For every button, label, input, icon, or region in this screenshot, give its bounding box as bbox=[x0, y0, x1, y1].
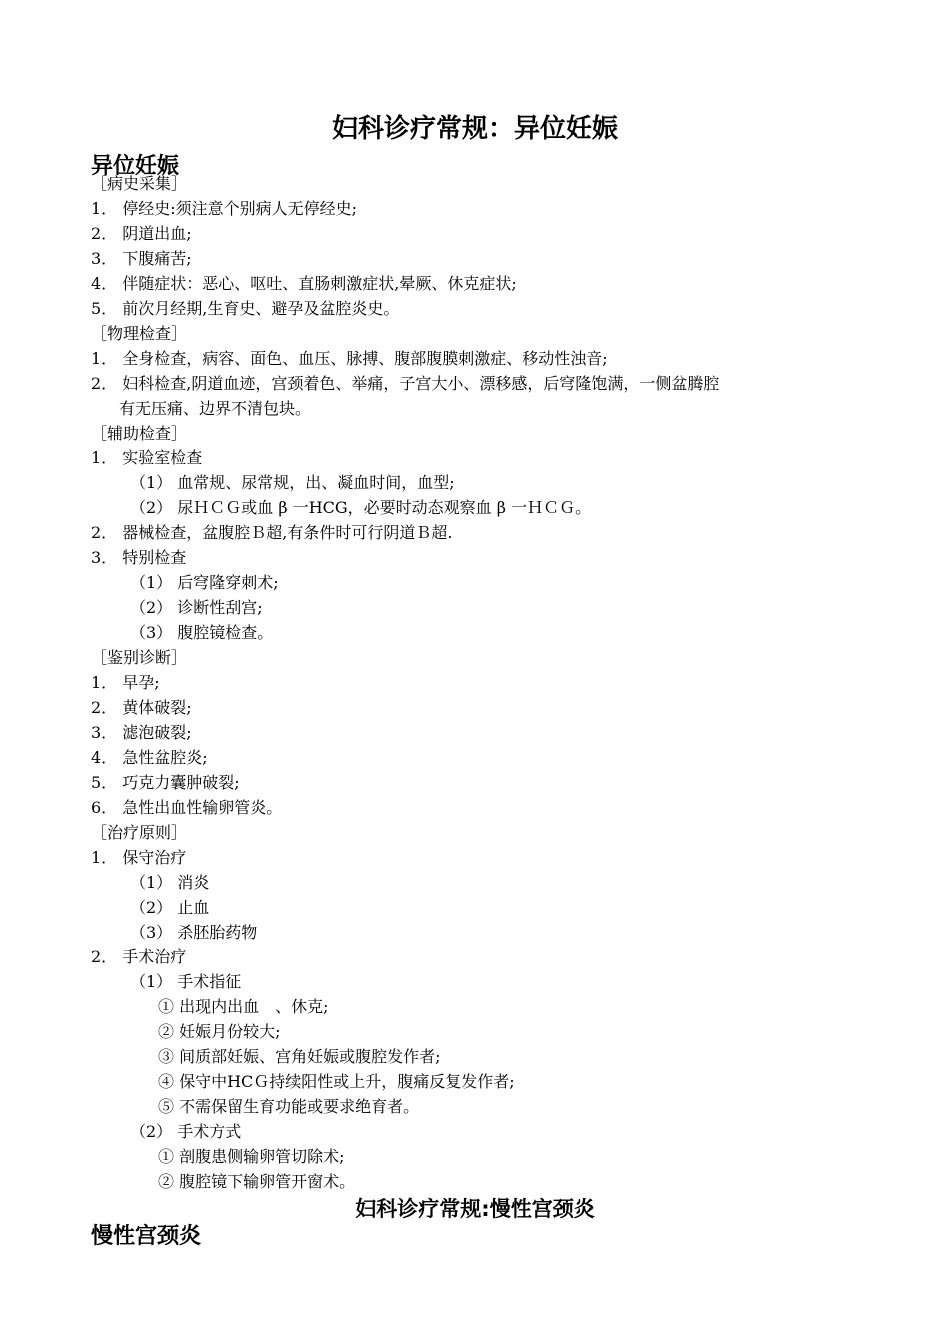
text-line: 3． 特别检查 bbox=[91, 548, 187, 567]
text-line: ① 剖腹患侧输卵管切除术; bbox=[158, 1147, 345, 1166]
text-line: ［病史采集］ bbox=[91, 174, 188, 193]
text-line: ① 出现内出血 、休克; bbox=[158, 997, 329, 1016]
section-title: 异位妊娠 bbox=[91, 154, 180, 179]
text-line: 2． 器械检查，盆腹腔Ｂ超,有条件时可行阴道Ｂ超. bbox=[91, 523, 453, 542]
text-line: ③ 间质部妊娠、宫角妊娠或腹腔发作者; bbox=[158, 1047, 441, 1066]
text-line: 1． 早孕; bbox=[91, 673, 160, 692]
document-title: 妇科诊疗常规：异位妊娠 bbox=[331, 114, 618, 144]
text-line: （1） 手术指征 bbox=[130, 972, 242, 991]
text-line: 5． 前次月经期,生育史、避孕及盆腔炎史。 bbox=[91, 299, 400, 318]
text-line: （1） 消炎 bbox=[130, 873, 210, 892]
text-line: 3． 滤泡破裂; bbox=[91, 723, 192, 742]
text-line: ［治疗原则］ bbox=[91, 823, 188, 842]
text-line: ［辅助检查］ bbox=[91, 424, 188, 443]
text-line: 1． 停经史:须注意个别病人无停经史; bbox=[91, 199, 358, 218]
text-line: ② 腹腔镜下输卵管开窗术。 bbox=[158, 1172, 356, 1191]
text-line: 4． 伴随症状：恶心、呕吐、直肠刺激症状,晕厥、休克症状; bbox=[91, 274, 517, 293]
text-line: （1） 血常规、尿常规，出、凝血时间，血型; bbox=[130, 473, 455, 492]
text-line: 5． 巧克力囊肿破裂; bbox=[91, 773, 240, 792]
next-section-title: 慢性宫颈炎 bbox=[91, 1224, 202, 1249]
next-document-title: 妇科诊疗常规:慢性宫颈炎 bbox=[355, 1197, 595, 1221]
text-line: 1． 保守治疗 bbox=[91, 848, 187, 867]
text-line: 1． 全身检查，病容、面色、血压、脉搏、腹部腹膜刺激症、移动性浊音; bbox=[91, 349, 608, 368]
text-line: （2） 止血 bbox=[130, 898, 210, 917]
text-line: ［物理检查］ bbox=[91, 324, 188, 343]
text-line: ② 妊娠月份较大; bbox=[158, 1022, 281, 1041]
text-line: （2） 尿ＨＣＧ或血 β 一HCG，必要时动态观察血 β 一ＨＣＧ。 bbox=[130, 498, 592, 517]
text-line: 3． 下腹痛苦; bbox=[91, 249, 192, 268]
text-line: ［鉴别诊断］ bbox=[91, 648, 188, 667]
text-line: ⑤ 不需保留生育功能或要求绝育者。 bbox=[158, 1097, 420, 1116]
text-line: 4． 急性盆腔炎; bbox=[91, 748, 208, 767]
text-line: （2） 诊断性刮宫; bbox=[130, 598, 263, 617]
text-line: 2． 黄体破裂; bbox=[91, 698, 192, 717]
text-line: 2． 手术治疗 bbox=[91, 947, 187, 966]
text-line: ④ 保守中HCＧ持续阳性或上升，腹痛反复发作者; bbox=[158, 1072, 515, 1091]
text-line: （1） 后穹隆穿刺术; bbox=[130, 573, 279, 592]
text-line: （3） 腹腔镜检查。 bbox=[130, 623, 274, 642]
text-line: 1． 实验室检查 bbox=[91, 448, 203, 467]
text-line: 2． 阴道出血; bbox=[91, 224, 192, 243]
text-line: （2） 手术方式 bbox=[130, 1122, 242, 1141]
text-line: 2． 妇科检查,阴道血迹，宫颈着色、举痛，子宫大小、漂移感，后穹隆饱满，一侧盆腾腔 bbox=[91, 374, 720, 393]
text-line: （3） 杀胚胎药物 bbox=[130, 923, 258, 942]
text-line: 有无压痛、边界不清包块。 bbox=[119, 399, 312, 418]
text-line: 6． 急性出血性输卵管炎。 bbox=[91, 798, 283, 817]
